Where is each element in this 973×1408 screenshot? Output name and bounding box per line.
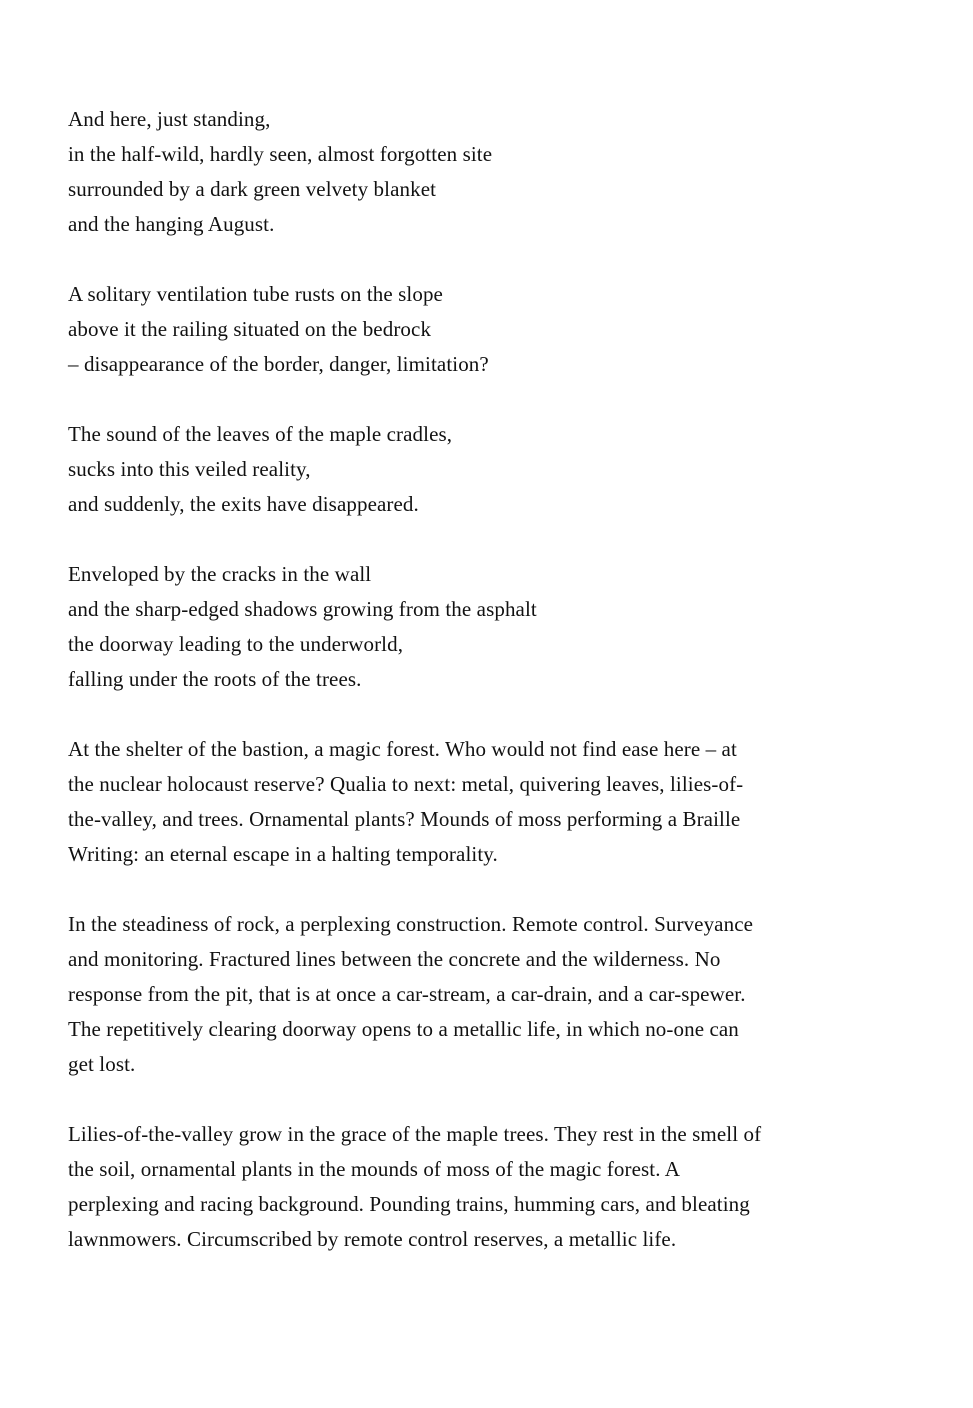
text-line: and monitoring. Fractured lines between the concrete and the wilderness. No [68,947,721,971]
text-line: lawnmowers. Circumscribed by remote control reserves, a metallic life. [68,1227,677,1251]
text-line: in the half-wild, hardly seen, almost forgotten site [68,142,493,166]
text-line: The repetitively clearing doorway opens to a metallic life, in which no-one can [68,1017,739,1041]
text-line: the doorway leading to the underworld, [68,632,404,656]
text-line: response from the pit, that is at once a car-stream, a car-drain, and a car-spewer. [68,982,746,1006]
text-line: And here, just standing, [68,107,271,131]
text-line: A solitary ventilation tube rusts on the slope [68,282,443,306]
text-line: In the steadiness of rock, a perplexing construction. Remote control. Surveyance [68,912,754,936]
text-line: The sound of the leaves of the maple cradles, [68,422,453,446]
text-line: Writing: an eternal escape in a halting temporality. [68,842,498,866]
text-line: – disappearance of the border, danger, limitation? [68,352,489,376]
text-line: the nuclear holocaust reserve? Qualia to next: metal, quivering leaves, lilies-of- [68,772,744,796]
text-line: and the sharp-edged shadows growing from the asphalt [68,597,537,621]
paragraph [68,732,905,872]
text-line: Lilies-of-the-valley grow in the grace of the maple trees. They rest in the smell of [68,1122,762,1146]
text-line: perplexing and racing background. Pounding trains, humming cars, and bleating [68,1192,750,1216]
paragraph [68,1117,905,1257]
text-line: the soil, ornamental plants in the mounds of moss of the magic forest. A [68,1157,681,1181]
text-line: falling under the roots of the trees. [68,667,362,691]
stanza [68,102,905,242]
text-line: get lost. [68,1052,136,1076]
text-line: and suddenly, the exits have disappeared. [68,492,419,516]
text-line: above it the railing situated on the bedrock [68,317,432,341]
text-line: Enveloped by the cracks in the wall [68,562,372,586]
paragraph [68,907,905,1082]
stanza [68,417,905,522]
text-line: and the hanging August. [68,212,275,236]
text-line: sucks into this veiled reality, [68,457,311,481]
text-line: the-valley, and trees. Ornamental plants? Mounds of moss performing a Braille [68,807,741,831]
text-line: At the shelter of the bastion, a magic forest. Who would not find ease here – at [68,737,737,761]
stanza [68,277,905,382]
stanza [68,557,905,697]
text-line: surrounded by a dark green velvety blanket [68,177,437,201]
